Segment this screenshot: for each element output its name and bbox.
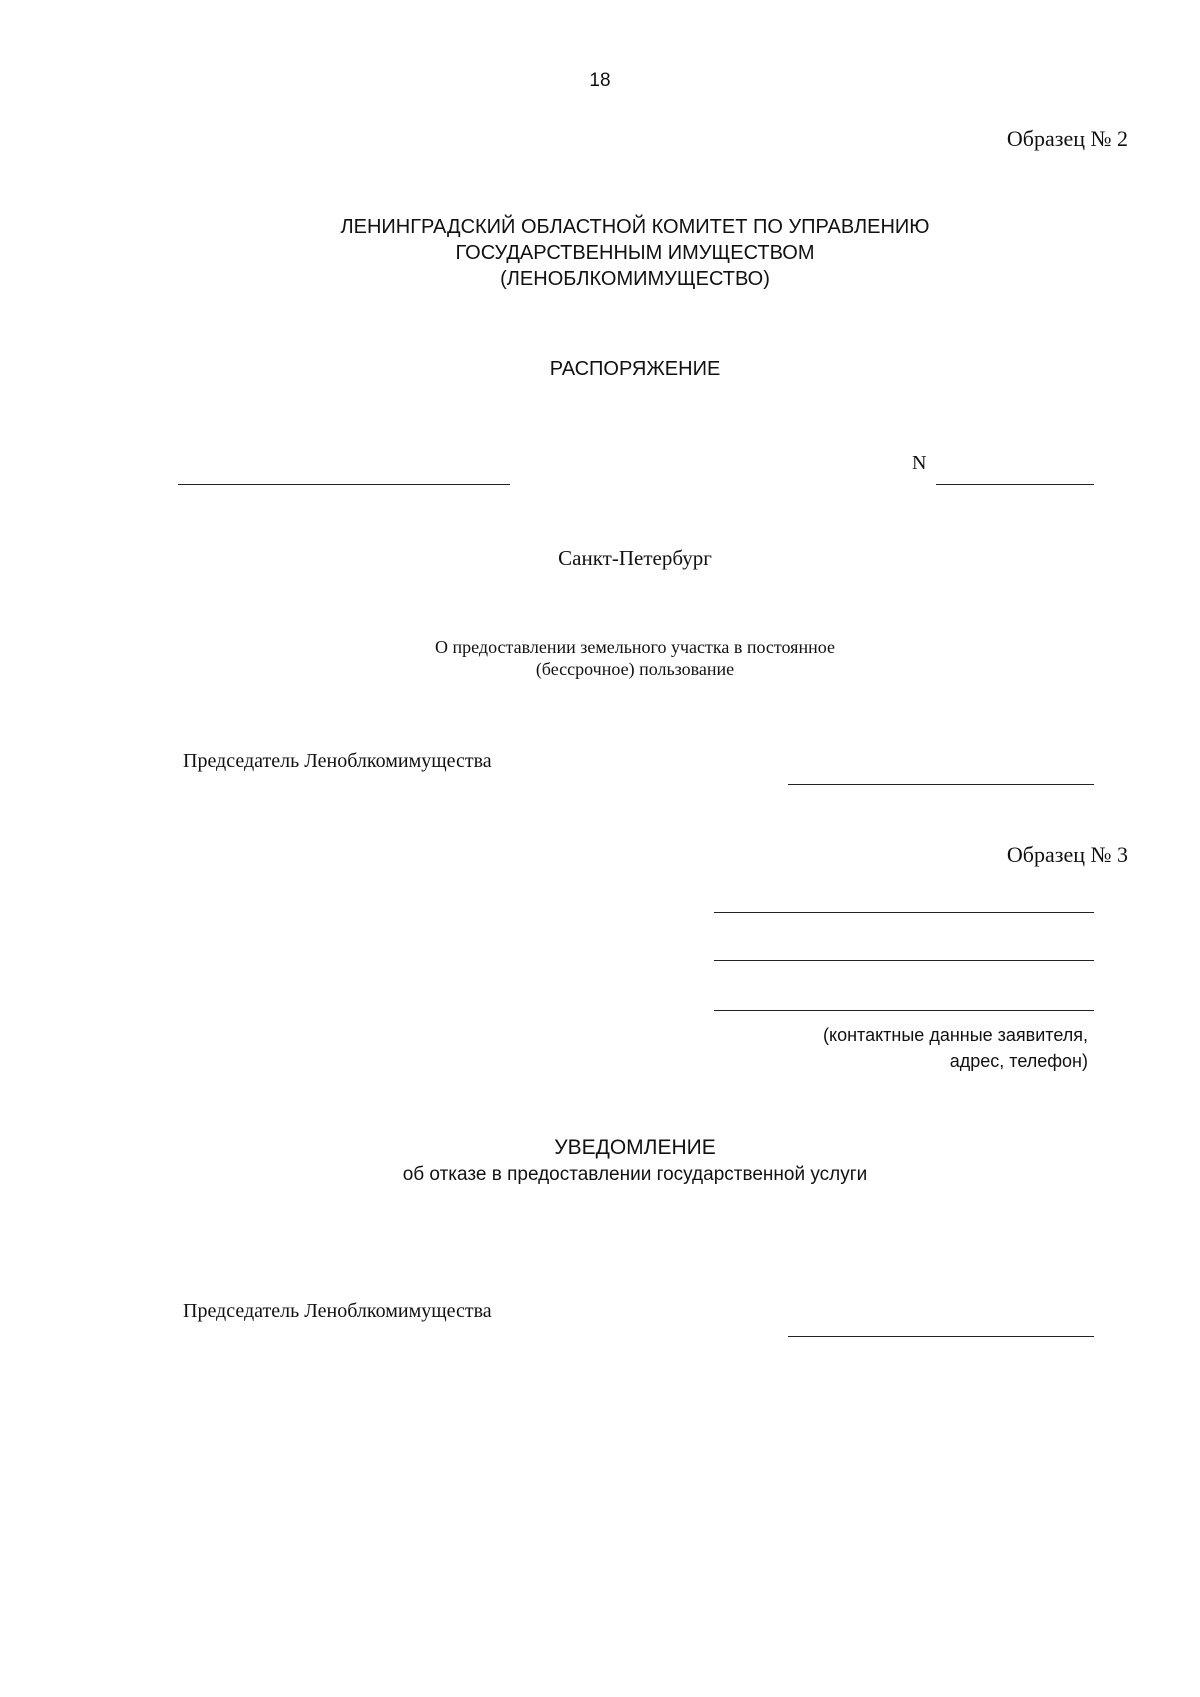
sample-2-label: Образец № 2 [1006,126,1128,151]
order-subject [0,636,1200,680]
order-number-line [936,484,1094,485]
notice-subtitle: об отказе в предоставлении государственной услуги [402,1164,868,1185]
order-subject-line-2: (бессрочное) пользование [535,659,735,679]
signature-line-1 [788,784,1094,785]
org-name-line-1: ЛЕНИНГРАДСКИЙ ОБЛАСТНОЙ КОМИТЕТ ПО УПРАВЛЕНИЮ [340,216,930,238]
contact-caption [823,1022,1088,1074]
date-line [178,484,510,485]
contact-caption-line-2: адрес, телефон) [949,1051,1088,1071]
org-name [0,214,1200,292]
org-name-line-2: ГОСУДАРСТВЕННЫМ ИМУЩЕСТВОМ [455,242,815,264]
notice-title: УВЕДОМЛЕНИЕ [554,1136,716,1159]
signature-line-2 [788,1336,1094,1337]
order-title: РАСПОРЯЖЕНИЕ [549,358,721,380]
city: Санкт-Петербург [558,546,712,570]
sample-3-label: Образец № 3 [1006,842,1128,867]
order-number-label: N [912,452,927,474]
order-subject-line-1: О предоставлении земельного участка в постоянное [435,637,835,657]
contact-line-1 [714,912,1094,913]
signatory-label-1: Председатель Леноблкомимущества [183,750,492,772]
signatory-label-2: Председатель Леноблкомимущества [183,1300,492,1322]
contact-line-3 [714,1010,1094,1011]
contact-line-2 [714,960,1094,961]
contact-caption-line-1: (контактные данные заявителя, [823,1025,1088,1045]
org-name-line-3: (ЛЕНОБЛКОМИМУЩЕСТВО) [500,268,770,290]
page-number: 18 [589,70,611,91]
